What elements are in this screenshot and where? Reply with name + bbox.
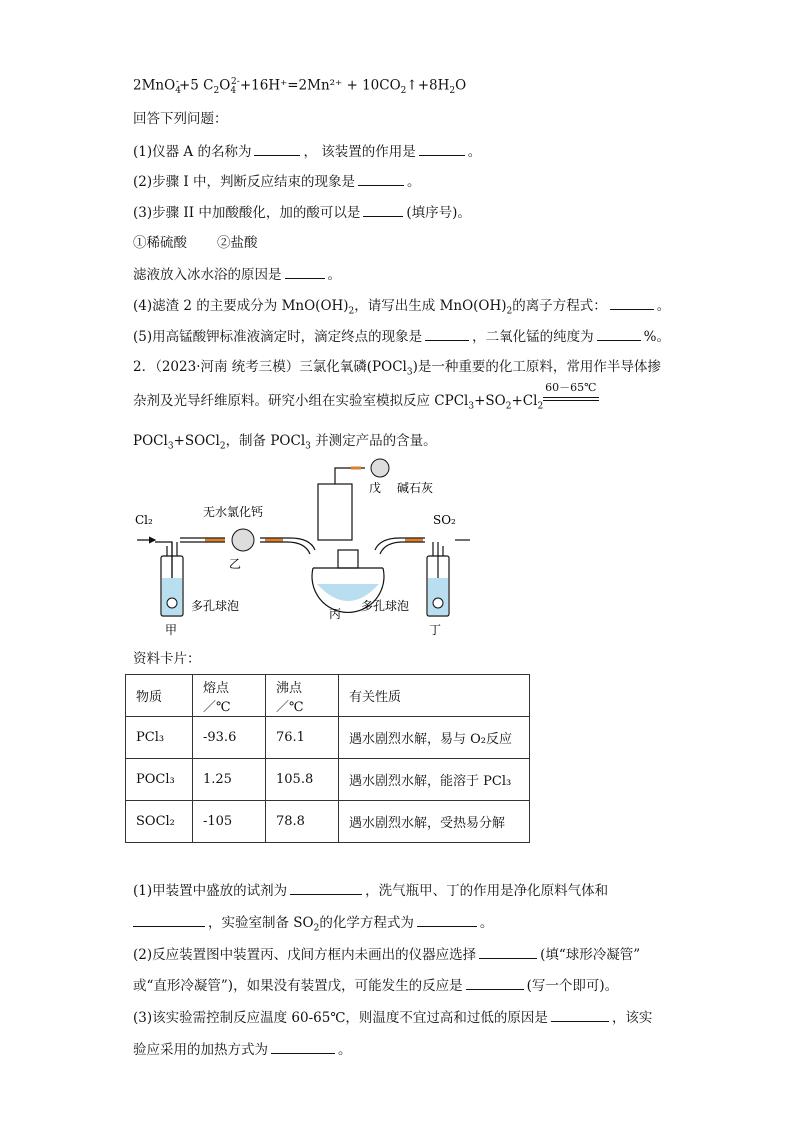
q-sub: 2 bbox=[537, 401, 544, 412]
q-text: (1)甲装置中盛放的试剂为 bbox=[133, 883, 288, 899]
jia-label: 甲 bbox=[165, 623, 178, 637]
q-text: 。 bbox=[407, 174, 421, 190]
eq-part: 2MnO bbox=[133, 77, 176, 94]
q-text: 的离子方程式： bbox=[512, 298, 607, 314]
data-card-table bbox=[125, 674, 530, 843]
yi-label: 乙 bbox=[229, 557, 242, 571]
table-cell: 遇水剧烈水解，易与 O₂反应 bbox=[339, 717, 530, 759]
question-2-3b bbox=[133, 1040, 352, 1059]
cl2-label: Cl₂ bbox=[135, 513, 153, 527]
q-text: (5)用高锰酸钾标准液滴定时，滴定终点的现象是 bbox=[133, 329, 423, 345]
q-sub: 3 bbox=[305, 441, 311, 452]
q-text: )是一种重要的化工原料，常用作半导体掺 bbox=[412, 359, 661, 375]
answer-blank[interactable] bbox=[419, 142, 465, 156]
acid-options bbox=[133, 234, 258, 252]
answer-blank[interactable] bbox=[254, 142, 300, 156]
q-sub: 3 bbox=[406, 367, 413, 378]
table-header-row bbox=[126, 675, 530, 717]
q-text: ， 该装置的作用是 bbox=[303, 144, 416, 160]
q-text: 或“直形冷凝管”)，如果没有装置戊，可能发生的反应是 bbox=[133, 978, 463, 994]
answer-blank[interactable] bbox=[466, 976, 524, 990]
question-1-5 bbox=[133, 327, 670, 346]
apparatus-diagram bbox=[125, 458, 485, 642]
q-sub: 3 bbox=[167, 441, 174, 452]
eq-sub: 4 bbox=[175, 86, 181, 97]
q-text: POCl bbox=[133, 433, 168, 449]
q-text: %。 bbox=[643, 329, 670, 345]
question-1-3 bbox=[133, 203, 471, 222]
cacl2-label: 无水氯化钙 bbox=[203, 505, 264, 519]
q-text: 2．（2023·河南 统考三模）三氯化氧磷(POCl bbox=[133, 359, 407, 375]
soda-lime-label: 碱石灰 bbox=[397, 481, 434, 495]
ding-label: 丁 bbox=[429, 623, 442, 637]
table-cell: 1.25 bbox=[193, 759, 266, 801]
eq-sub: 2 bbox=[213, 86, 220, 97]
q-text: 滤液放入冰水浴的原因是 bbox=[133, 267, 282, 283]
table-cell: -105 bbox=[193, 801, 266, 843]
table-header: 物质 bbox=[126, 675, 193, 717]
table-cell: 105.8 bbox=[266, 759, 339, 801]
answer-blank[interactable] bbox=[133, 913, 205, 927]
q-text: 。 bbox=[338, 1042, 352, 1058]
question-2-2 bbox=[133, 945, 640, 964]
q-text: (3)步骤 II 中加酸酸化，加的酸可以是 bbox=[133, 205, 361, 221]
q-sub: 3 bbox=[468, 401, 475, 412]
question-2-1b bbox=[133, 913, 493, 938]
table-cell: SOCl₂ bbox=[126, 801, 193, 843]
eq-sub: 4 bbox=[230, 86, 237, 97]
question-1-3b bbox=[133, 265, 341, 284]
q-text: (4)滤渣 2 的主要成分为 MnO(OH) bbox=[133, 298, 349, 314]
answer-blank[interactable] bbox=[610, 296, 654, 310]
eq-sub: 2 bbox=[400, 86, 407, 97]
q-text: (填“球形冷凝管” bbox=[540, 947, 641, 963]
q-sub: 2 bbox=[313, 923, 320, 934]
q-sub: 2 bbox=[348, 306, 355, 317]
q-text: ，请写出生成 MnO(OH) bbox=[354, 298, 507, 314]
q-sub: 2 bbox=[505, 401, 512, 412]
answer-blank[interactable] bbox=[358, 172, 404, 186]
q-sub: 2 bbox=[219, 441, 226, 452]
table-row bbox=[126, 759, 530, 801]
eq-part: O bbox=[219, 77, 231, 94]
table-cell: 78.8 bbox=[266, 801, 339, 843]
question-2-reaction bbox=[133, 381, 599, 416]
q-sub: 2 bbox=[506, 306, 513, 317]
answer-blank[interactable] bbox=[363, 203, 403, 217]
q-text: (写一个即可)。 bbox=[526, 978, 619, 994]
eq-part: +5 C bbox=[178, 77, 214, 94]
question-1-2 bbox=[133, 172, 421, 191]
eq-sup: 2- bbox=[231, 77, 240, 87]
table-cell: 遇水剧烈水解，能溶于 PCl₃ bbox=[339, 759, 530, 801]
bulb-right-label: 多孔球泡 bbox=[361, 599, 410, 613]
answer-blank[interactable] bbox=[417, 913, 477, 927]
question-2-3 bbox=[133, 1008, 652, 1027]
q-text: 的化学方程式为 bbox=[319, 915, 414, 931]
data-card-title: 资料卡片： bbox=[133, 651, 201, 667]
answer-blank[interactable] bbox=[479, 945, 537, 959]
table-cell: -93.6 bbox=[193, 717, 266, 759]
q-text: +SOCl bbox=[173, 433, 220, 449]
option-2: ②盐酸 bbox=[217, 235, 258, 251]
q-text: +Cl bbox=[511, 393, 538, 409]
wu-label: 戊 bbox=[369, 481, 382, 495]
answer-blank[interactable] bbox=[271, 1040, 335, 1054]
table-cell: 76.1 bbox=[266, 717, 339, 759]
eq-part: ↑+8H bbox=[406, 77, 450, 94]
bing-label: 丙 bbox=[329, 607, 342, 621]
q-text: (2)步骤 I 中，判断反应结束的现象是 bbox=[133, 174, 356, 190]
table-header: 熔点／℃ bbox=[193, 675, 266, 717]
answer-blank[interactable] bbox=[290, 881, 362, 895]
so2-label: SO₂ bbox=[433, 513, 456, 527]
q-text: 。 bbox=[467, 144, 482, 160]
q-text: (1)仪器 A 的名称为 bbox=[133, 144, 252, 160]
ionic-equation bbox=[133, 73, 466, 100]
q-text: 。 bbox=[327, 267, 341, 283]
answer-blank[interactable] bbox=[597, 327, 641, 341]
q-text: ，二氧化锰的纯度为 bbox=[472, 329, 594, 345]
eq-sup: - bbox=[175, 77, 179, 87]
bulb-left-label: 多孔球泡 bbox=[191, 599, 240, 613]
q-text: (3)该实验需控制反应温度 60-65℃，则温度不宜过高和过低的原因是 bbox=[133, 1010, 548, 1026]
question-1-1 bbox=[133, 142, 481, 161]
q-text: (填序号)。 bbox=[406, 205, 471, 221]
table-row bbox=[126, 801, 530, 843]
question-2-products bbox=[133, 432, 437, 456]
q-text: 。 bbox=[656, 298, 671, 314]
table-cell: 遇水剧烈水解，受热易分解 bbox=[339, 801, 530, 843]
eq-sub: 2 bbox=[449, 86, 456, 97]
table-cell: POCl₃ bbox=[126, 759, 193, 801]
q-text: ，洗气瓶甲、丁的作用是净化原料气体和 bbox=[365, 883, 609, 899]
eq-part: O bbox=[455, 77, 467, 94]
q-text: ，制备 POCl bbox=[225, 433, 306, 449]
answer-blank[interactable] bbox=[551, 1008, 609, 1022]
table-header: 有关性质 bbox=[339, 675, 530, 717]
q-text: 杂剂及光导纤维原料。研究小组在实验室模拟反应 CPCl bbox=[133, 393, 469, 409]
question-1-4 bbox=[133, 296, 670, 321]
option-1: ①稀硫酸 bbox=[133, 235, 187, 251]
table-header: 沸点／℃ bbox=[266, 675, 339, 717]
q-text: +SO bbox=[474, 393, 506, 409]
answer-blank[interactable] bbox=[285, 265, 325, 279]
table-cell: PCl₃ bbox=[126, 717, 193, 759]
q-text: 验应采用的加热方式为 bbox=[133, 1042, 268, 1058]
answer-prompt: 回答下列问题： bbox=[133, 111, 228, 127]
question-2-2b bbox=[133, 976, 618, 995]
reaction-condition: 60－65℃ bbox=[545, 381, 597, 394]
table-row bbox=[126, 717, 530, 759]
q-text: (2)反应装置图中装置丙、戊间方框内未画出的仪器应选择 bbox=[133, 947, 477, 963]
answer-blank[interactable] bbox=[425, 327, 469, 341]
question-2-1 bbox=[133, 881, 608, 900]
eq-part: +16H⁺=2Mn²⁺ + 10CO bbox=[239, 77, 401, 94]
q-text: ，该实 bbox=[611, 1010, 653, 1026]
q-text: 并测定产品的含量。 bbox=[310, 433, 437, 449]
q-text: 。 bbox=[479, 915, 494, 931]
q-text: ，实验室制备 SO bbox=[208, 915, 314, 931]
reaction-arrow bbox=[543, 381, 599, 405]
